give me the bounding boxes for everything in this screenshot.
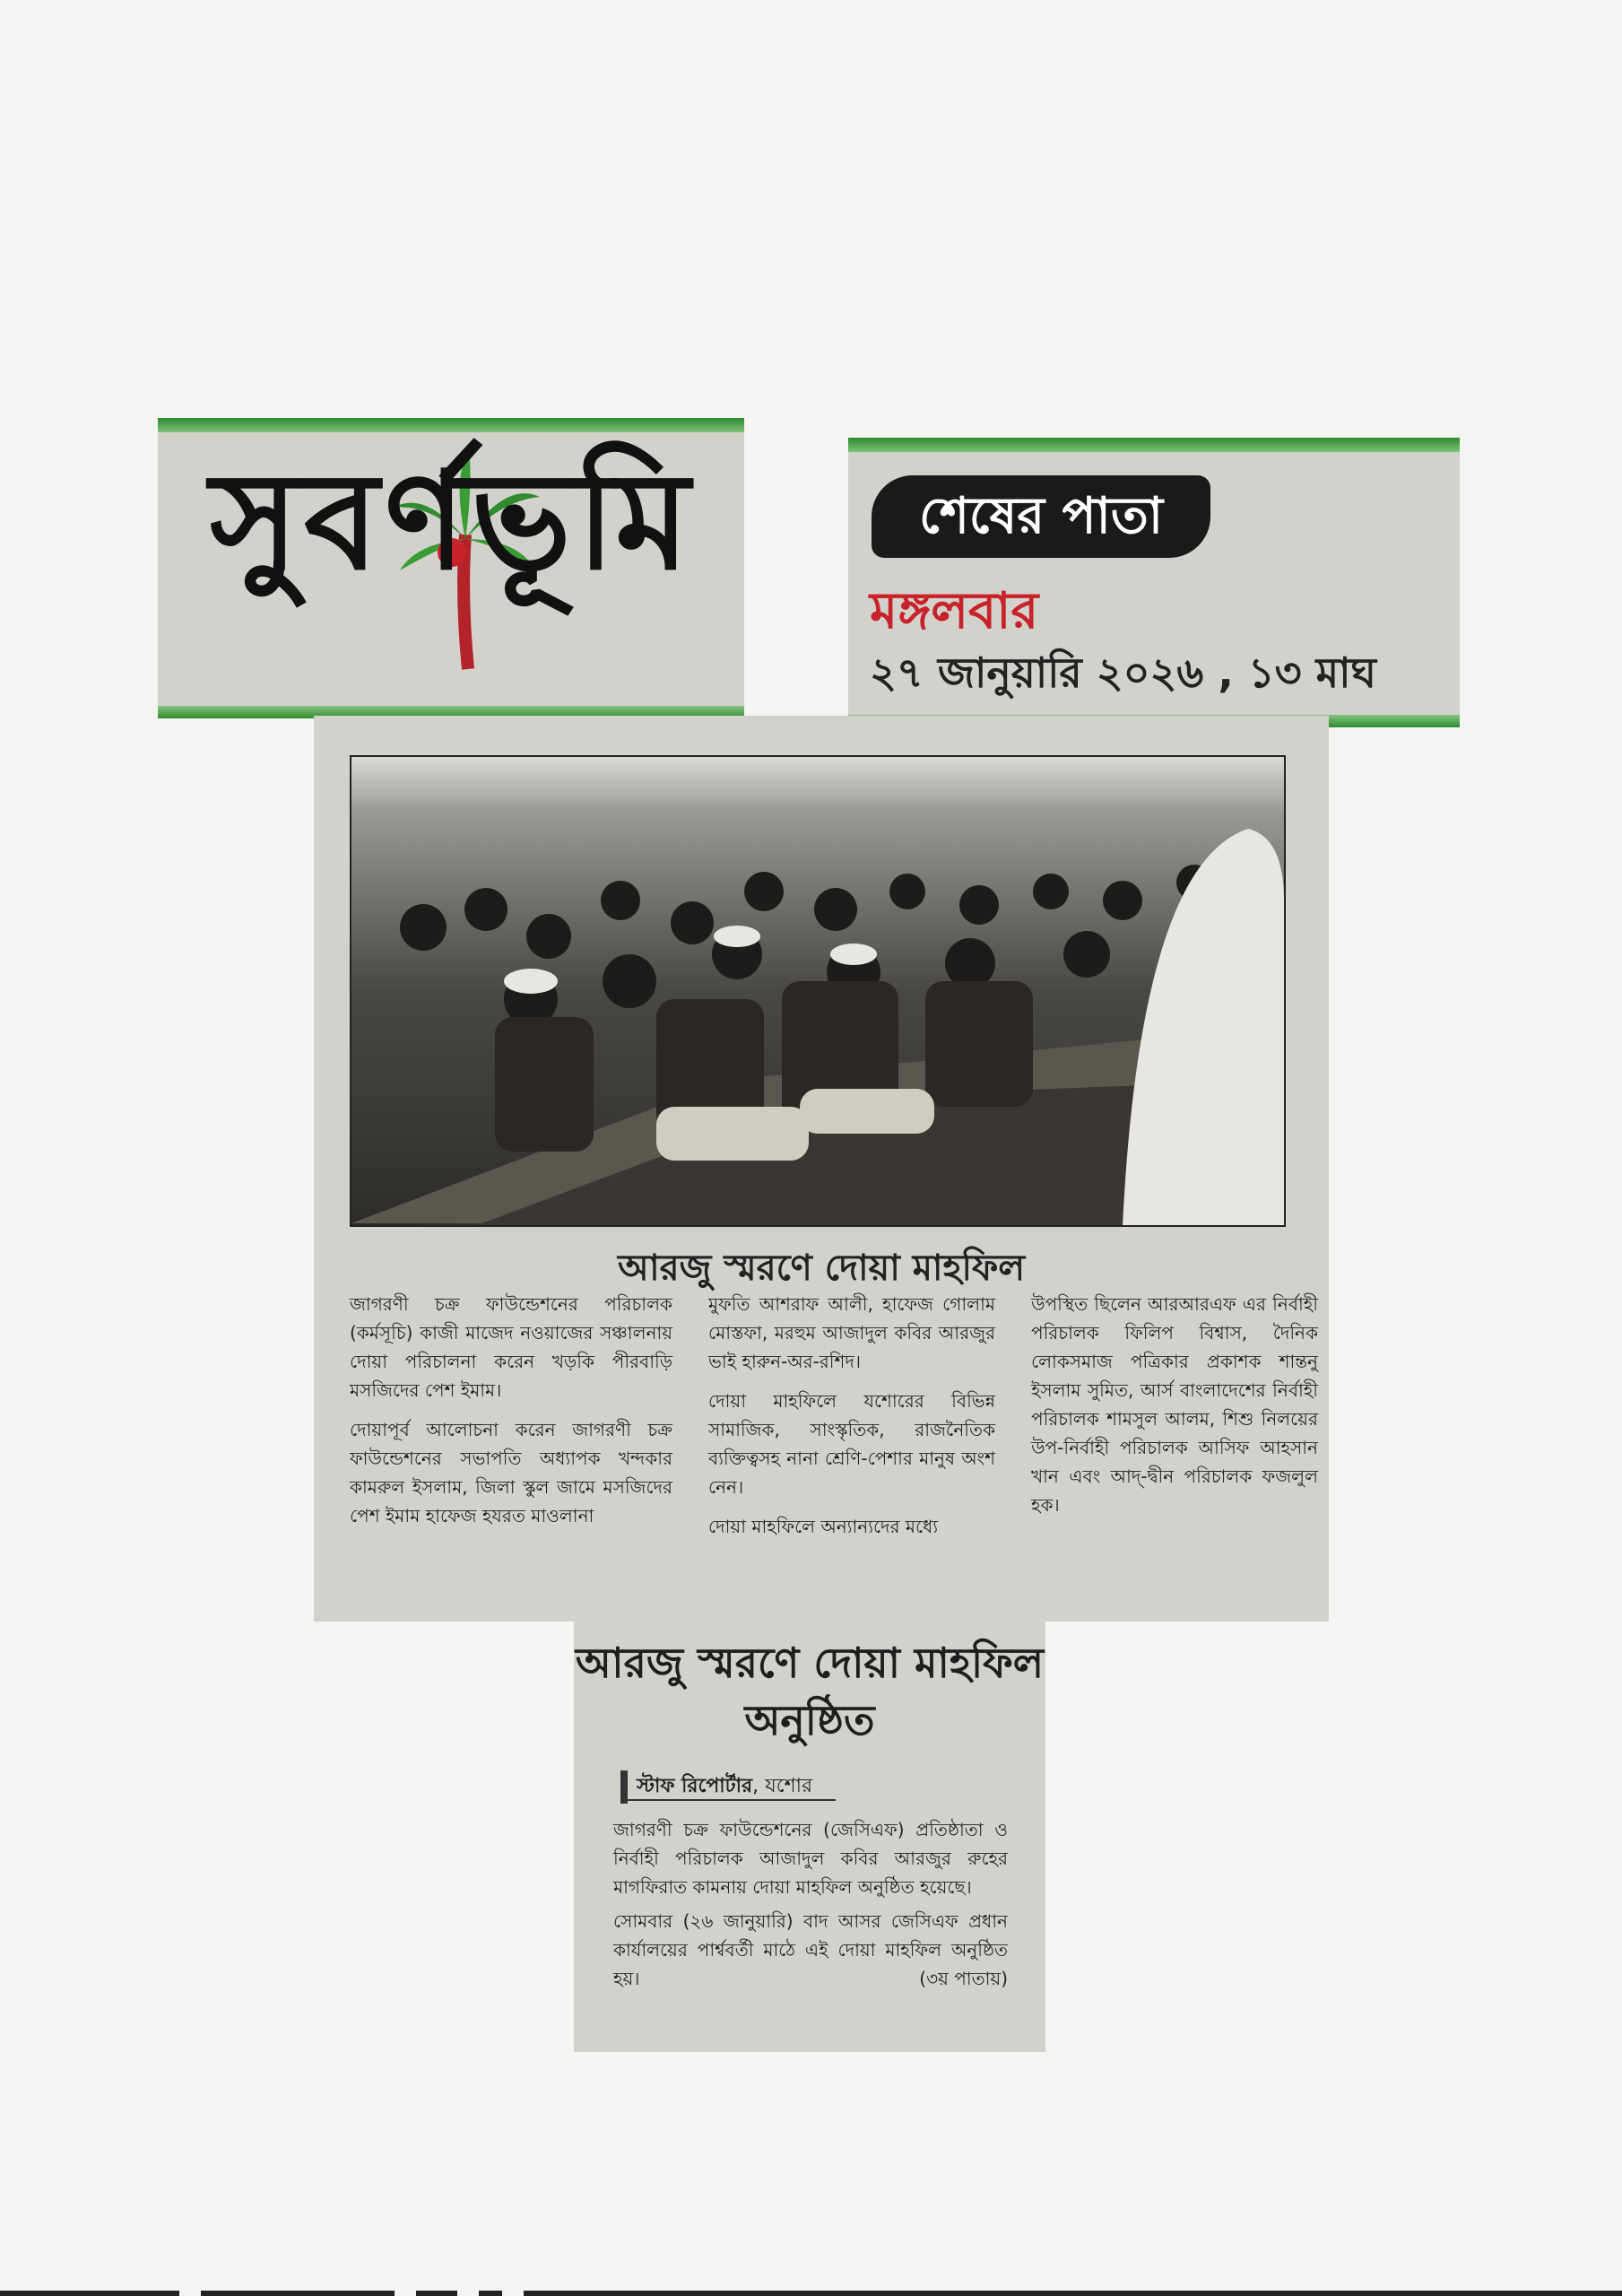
green-rule-top xyxy=(158,418,744,432)
masthead-logo-panel xyxy=(158,418,744,718)
text-column-1 xyxy=(350,1290,672,1541)
report-body xyxy=(613,1815,1008,1998)
paragraph: দোয়া মাহফিলে যশোরের বিভিন্ন সামাজিক, সাংস্কৃতিক, রাজনৈতিক ব্যক্তিত্বসহ নানা শ্রেণি-পেশার মানুষ অংশ নেন। xyxy=(708,1390,995,1498)
publication-date: ২৭ জানুয়ারি ২০২৬ , ১৩ মাঘ xyxy=(870,648,1376,697)
paragraph: দোয়াপূর্ব আলোচনা করেন জাগরণী চক্র ফাউন্ডেশনের সভাপতি অধ্যাপক খন্দকার কামরুল ইসলাম, জিলা স্কুল জামে মসজিদের পেশ ইমাম হাফেজ হযরত মাওলানা xyxy=(350,1419,672,1526)
byline-place: , যশোর xyxy=(752,1775,813,1797)
paragraph xyxy=(613,1907,1008,1993)
masthead-date-panel xyxy=(848,438,1460,727)
green-rule-top xyxy=(848,438,1460,452)
byline-rule xyxy=(620,1799,836,1801)
paragraph: উপস্থিত ছিলেন আরআরএফ এর নির্বাহী পরিচালক ফিলিপ বিশ্বাস, দৈনিক লোকসমাজ পত্রিকার প্রকাশক শান্তনু ইসলাম সুমিত, আর্স বাংলাদেশের নির্বাহী পরিচালক শামসুল আলম, শিশু নিলয়ের উপ-নির্বাহী পরিচালক আসিফ আহসান খান এবং আদ্-দ্বীন পরিচালক ফজলুল হক। xyxy=(1031,1293,1318,1516)
scan-edge-gap xyxy=(179,2291,201,2296)
report-headline: আরজু স্মরণে দোয়া মাহফিল অনুষ্ঠিত xyxy=(575,1639,1045,1744)
paragraph: দোয়া মাহফিলে অন্যান্যদের মধ্যে xyxy=(708,1516,939,1537)
scan-edge-gap xyxy=(502,2291,524,2296)
continued-label: (৩য় পাতায়) xyxy=(919,1968,1008,1989)
photo-story-clipping xyxy=(314,716,1329,1622)
section-badge: শেষের পাতা xyxy=(872,475,1210,558)
paragraph: মুফতি আশরাফ আলী, হাফেজ গোলাম মোস্তফা, মরহুম আজাদুল কবির আরজুর ভাই হারুন-অর-রশিদ। xyxy=(708,1293,995,1372)
text-column-2 xyxy=(708,1290,995,1552)
news-photo xyxy=(350,755,1286,1227)
scan-edge-gap xyxy=(395,2291,416,2296)
photo-caption: আরজু স্মরণে দোয়া মাহফিল xyxy=(617,1248,1026,1289)
byline-name: স্টাফ রিপোর্টার xyxy=(637,1775,753,1797)
newspaper-logo: সুবর্ণভূমি xyxy=(210,442,696,600)
paragraph: জাগরণী চক্র ফাউন্ডেশনের পরিচালক (কর্মসূচি) কাজী মাজেদ নওয়াজের সঞ্চালনায় দোয়া পরিচালনা করেন খড়কি পীরবাড়ি মসজিদের পেশ ইমাম। xyxy=(350,1293,672,1401)
paragraph-text: সোমবার (২৬ জানুয়ারি) বাদ আসর জেসিএফ প্রধান কার্যালয়ের পার্শ্ববর্তী মাঠে এই দোয়া মাহফিল অনুষ্ঠিত হয়। xyxy=(613,1910,1008,1989)
weekday: মঙ্গলবার xyxy=(870,581,1039,640)
scan-bottom-edge xyxy=(0,2291,1622,2296)
text-column-3 xyxy=(1031,1290,1318,1530)
scan-edge-gap xyxy=(457,2291,479,2296)
paragraph: জাগরণী চক্র ফাউন্ডেশনের (জেসিএফ) প্রতিষ্ঠাতা ও নির্বাহী পরিচালক আজাদুল কবির আরজুর রুহের মাগফিরাত কামনায় দোয়া মাহফিল অনুষ্ঠিত হয়েছে। xyxy=(613,1819,1008,1898)
report-clipping xyxy=(574,1622,1045,2052)
